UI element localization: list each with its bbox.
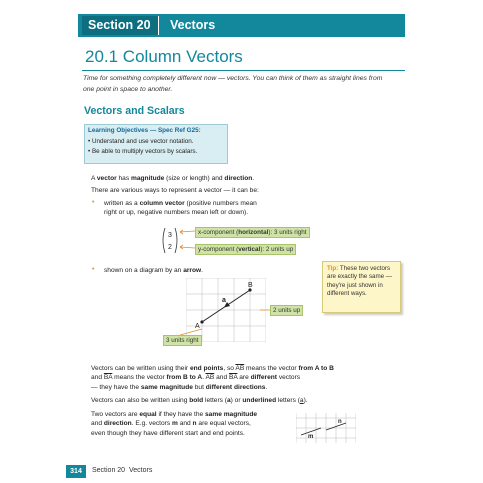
title-divider: [82, 70, 405, 71]
label-B: B: [248, 282, 253, 289]
up-callout: 2 units up: [270, 305, 303, 316]
objective-item: • Understand and use vector notation.: [88, 138, 194, 145]
equal-vectors-diagram: [296, 413, 356, 443]
bullet-icon: •: [92, 199, 95, 206]
notation-paragraph: Vectors can also be written using bold letters (a) or underlined letters (a).: [91, 397, 308, 404]
label-A: A: [195, 323, 200, 330]
subheading: Vectors and Scalars: [84, 105, 185, 117]
vector-top: 3: [168, 232, 172, 239]
intro-text: Time for something completely different now — vectors. You can think of them as straight lines from one point in space to another.: [83, 75, 383, 93]
vector-definition: A vector has magnitude (size or length) and direction.: [91, 175, 255, 182]
label-m: m: [308, 434, 314, 440]
page-title: 20.1 Column Vectors: [85, 47, 243, 66]
tip-text: Tip: These two vectors are exactly the same — they're just shown in different ways.: [327, 265, 392, 297]
representation-intro: There are various ways to represent a vector — it can be:: [91, 187, 259, 194]
bullet-column-vector: written as a column vector (positive numbers mean right or up, negative numbers mean left or down).: [104, 200, 257, 217]
bullet-arrow: shown on a diagram by an arrow.: [104, 267, 203, 274]
label-a: a: [222, 297, 226, 304]
y-component-callout: y-component (vertical): 2 units up: [195, 244, 296, 255]
x-component-callout: x-component (horizontal): 3 units right: [195, 227, 310, 238]
bullet-icon: •: [92, 266, 95, 273]
learning-objectives-box: [84, 124, 228, 164]
end-points-paragraph: Vectors can be written using their end points, so $\overline{AB}$ means the vector from A to B and $\overline{BA}$ means the vector from B to A. $\overline{AB}$ and $\overline{BA}$ are different vectors — they have the same magnitude but different directions.: [91, 365, 334, 391]
objective-item: • Be able to multiply vectors by scalars.: [88, 148, 198, 155]
label-n: n: [338, 419, 342, 425]
tip-note: [322, 261, 401, 313]
footer-section: Section 20 Vectors: [92, 467, 153, 474]
page-number: 314: [66, 465, 86, 478]
section-label: Section 20: [88, 18, 151, 32]
right-callout: 3 units right: [163, 335, 202, 346]
objectives-title: Learning Objectives — Spec Ref G25:: [88, 127, 201, 134]
section-topic: Vectors: [170, 18, 216, 32]
vector-bottom: 2: [168, 244, 172, 251]
equal-vectors-paragraph: Two vectors are equal if they have the same magnitude and direction. E.g. vectors m and n are equal vectors, even though they have different start and end points.: [91, 411, 258, 437]
